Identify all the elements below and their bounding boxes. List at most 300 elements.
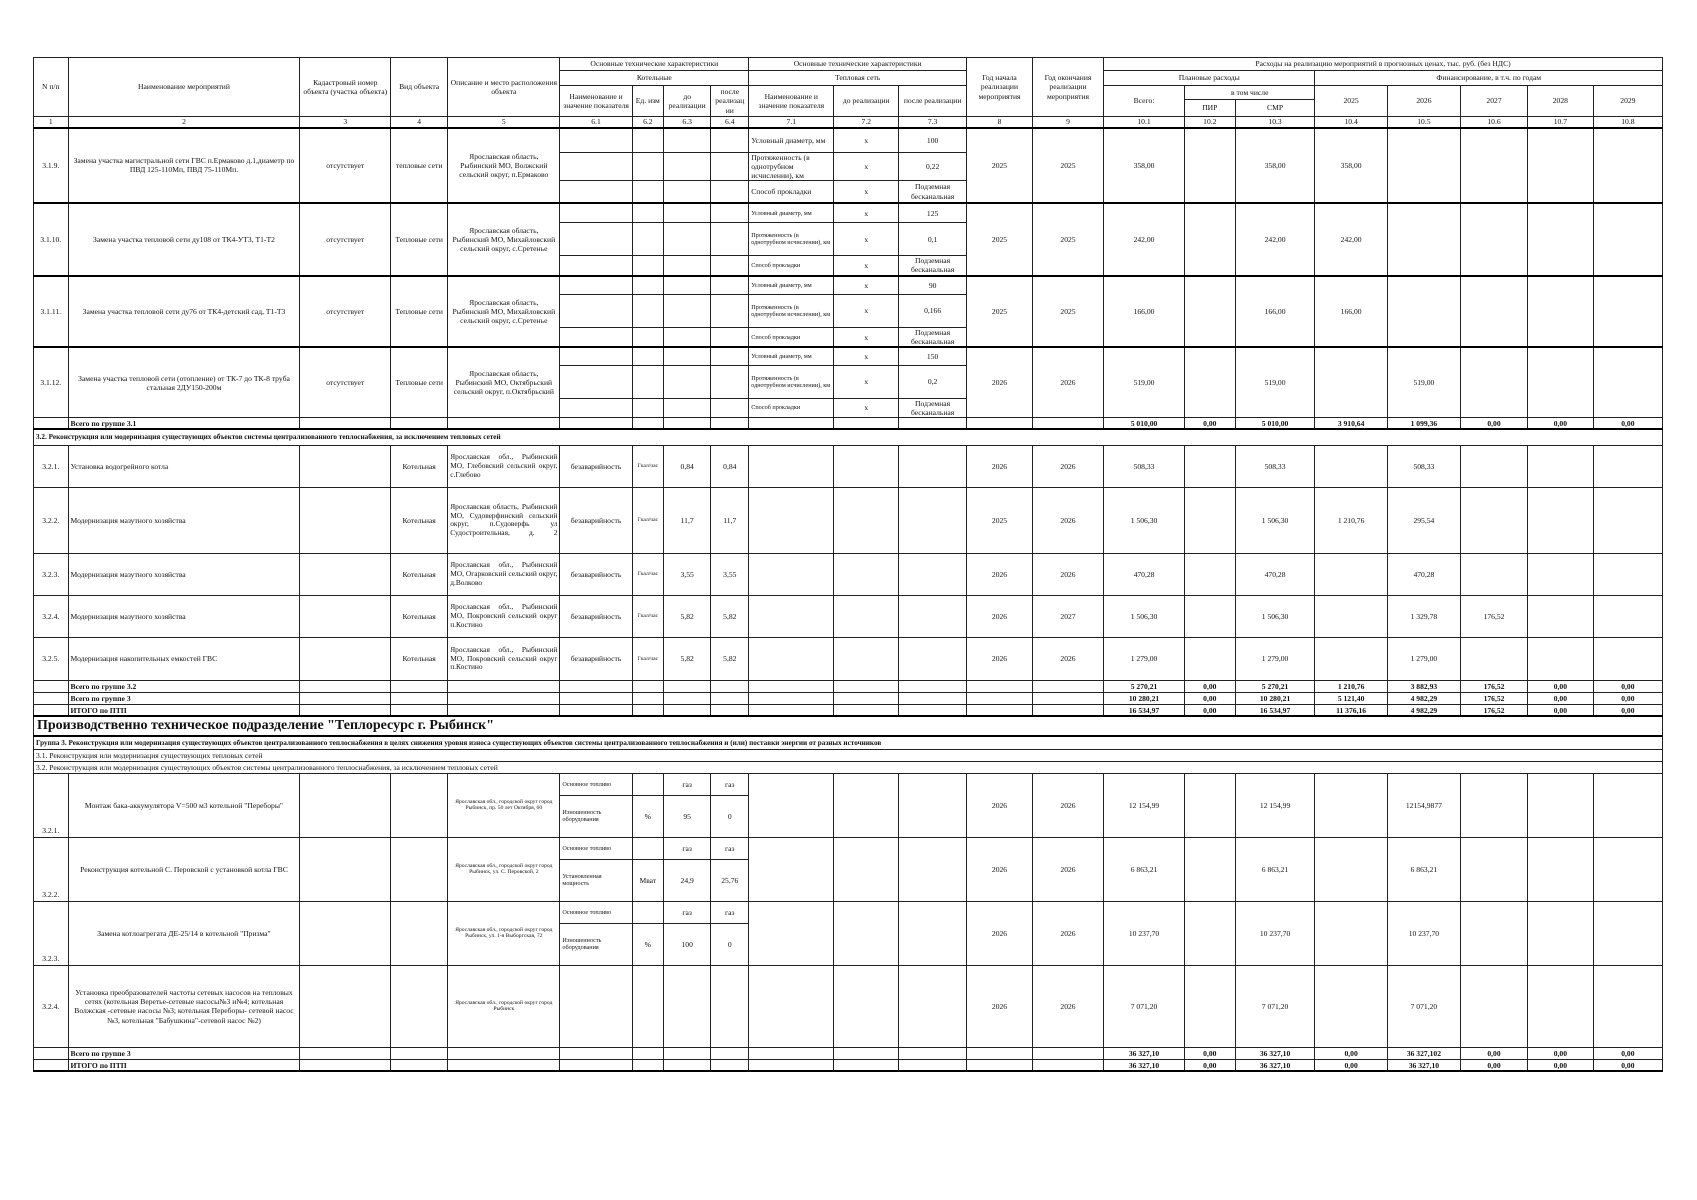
total-cost: 508,33 <box>1104 445 1185 487</box>
empty-cell <box>391 417 448 429</box>
section-title: Производственно техническое подразделение "Теплоресурс г. Рыбинск" <box>34 716 1663 736</box>
heatnet-before: х <box>834 153 899 181</box>
total-value: 0,00 <box>1184 704 1235 716</box>
col-header-year: 2028 <box>1527 86 1593 117</box>
empty-cell <box>711 365 749 398</box>
measure-number: 3.1.12. <box>34 347 69 417</box>
boiler-unit: % <box>632 795 663 837</box>
cost-2029 <box>1593 837 1662 901</box>
total-value: 0,00 <box>1527 680 1593 692</box>
boiler-indicator: безаварийность <box>560 595 632 637</box>
total-cost: 358,00 <box>1104 128 1185 203</box>
empty-cell <box>711 256 749 276</box>
boiler-after: 0 <box>711 795 749 837</box>
start-year: 2026 <box>967 553 1033 595</box>
object-location: Ярославская область, Рыбинский МО, Судоверфинский сельский округ, п.Судоверфь ул Судостроительная, д. 2 <box>448 487 560 553</box>
empty-cell <box>300 692 391 704</box>
empty-cell <box>663 417 710 429</box>
col-header-description: Описание и место расположения объекта <box>448 58 560 117</box>
empty-cell <box>749 965 834 1047</box>
col-header-including: в том числе <box>1184 86 1315 100</box>
empty-cell <box>834 680 899 692</box>
cost-2029 <box>1593 773 1662 837</box>
empty-cell <box>663 704 710 716</box>
cost-2029 <box>1593 637 1662 680</box>
empty-cell <box>34 680 69 692</box>
col-number: 9 <box>1032 117 1103 128</box>
measure-name: Замена котлоагрегата ДЕ-25/14 в котельной "Призма" <box>68 901 300 965</box>
empty-cell <box>663 181 710 203</box>
cost-2028 <box>1527 837 1593 901</box>
measure-row <box>34 965 1663 1047</box>
empty-cell <box>391 680 448 692</box>
object-kind: Котельная <box>391 487 448 553</box>
cost-2029 <box>1593 276 1662 348</box>
heatnet-indicator: Способ прокладки <box>749 181 834 203</box>
pir-cost <box>1184 445 1235 487</box>
col-header-heat-indicator: Наименование и значение показателя <box>749 86 834 117</box>
empty-cell <box>749 595 834 637</box>
cadastral-number: отсутствует <box>300 128 391 203</box>
cost-2028 <box>1527 276 1593 348</box>
boiler-after: 25,76 <box>711 859 749 901</box>
empty-cell <box>834 553 899 595</box>
total-value: 176,52 <box>1461 692 1528 704</box>
empty-cell <box>899 637 967 680</box>
total-cost: 12 154,99 <box>1104 773 1185 837</box>
boiler-after: 11,7 <box>711 487 749 553</box>
boiler-indicator: Основное топливо <box>560 773 632 795</box>
pir-cost <box>1184 276 1235 348</box>
empty-cell <box>663 153 710 181</box>
col-number: 10.7 <box>1527 117 1593 128</box>
empty-cell <box>632 347 663 365</box>
object-location: Ярославская обл., Рыбинский МО, Огарковский сельский округ, д.Волково <box>448 553 560 595</box>
start-year: 2026 <box>967 837 1033 901</box>
empty-cell <box>391 1047 448 1059</box>
smr-cost: 358,00 <box>1235 128 1315 203</box>
col-header-year: 2027 <box>1461 86 1528 117</box>
empty-cell <box>711 1059 749 1071</box>
total-cost: 1 279,00 <box>1104 637 1185 680</box>
empty-cell <box>711 1047 749 1059</box>
total-value: 0,00 <box>1527 704 1593 716</box>
heatnet-before: х <box>834 203 899 223</box>
empty-cell <box>899 704 967 716</box>
total-value: 0,00 <box>1527 417 1593 429</box>
boiler-unit <box>632 773 663 795</box>
empty-cell <box>663 203 710 223</box>
cost-2028 <box>1527 203 1593 276</box>
empty-cell <box>560 398 632 417</box>
boiler-indicator: безаварийность <box>560 487 632 553</box>
cost-2027 <box>1461 347 1528 417</box>
col-header-boilers: Котельные <box>560 71 749 86</box>
cadastral-number: отсутствует <box>300 347 391 417</box>
empty-cell <box>34 692 69 704</box>
boiler-indicator: безаварийность <box>560 553 632 595</box>
total-cost: 10 237,70 <box>1104 901 1185 965</box>
total-row <box>34 1047 1663 1059</box>
measure-number: 3.2.4. <box>34 965 69 1047</box>
empty-cell <box>749 417 834 429</box>
heatnet-before: х <box>834 181 899 203</box>
total-cost: 6 863,21 <box>1104 837 1185 901</box>
total-row <box>34 680 1663 692</box>
empty-cell <box>899 417 967 429</box>
subgroup-heading: 3.1. Реконструкция или модернизация существующих тепловых сетей <box>34 749 1663 761</box>
start-year: 2026 <box>967 965 1033 1047</box>
measure-name: Установка водогрейного котла <box>68 445 300 487</box>
cadastral-number <box>300 553 391 595</box>
col-header-financing: Финансирование, в т.ч. по годам <box>1315 71 1663 86</box>
empty-cell <box>391 692 448 704</box>
heatnet-before: х <box>834 223 899 256</box>
heatnet-before: х <box>834 276 899 295</box>
boiler-before: газ <box>663 837 710 859</box>
cost-2025 <box>1315 637 1387 680</box>
group-row <box>34 429 1663 445</box>
heatnet-indicator: Протяженность (в однотрубном исчислении), км <box>749 295 834 328</box>
object-location: Ярославская обл., Рыбинский МО, Глебовский сельский округ, с.Глебово <box>448 445 560 487</box>
boiler-after: 5,82 <box>711 595 749 637</box>
header-number-row <box>34 117 1663 128</box>
total-value: 176,52 <box>1461 680 1528 692</box>
empty-cell <box>711 328 749 348</box>
measure-row <box>34 276 1663 295</box>
col-header-planned: Плановые расходы <box>1104 71 1315 86</box>
heatnet-indicator: Способ прокладки <box>749 328 834 348</box>
measure-row <box>34 595 1663 637</box>
empty-cell <box>560 153 632 181</box>
measure-name: Модернизация мазутного хозяйства <box>68 487 300 553</box>
cost-2028 <box>1527 901 1593 965</box>
empty-cell <box>834 965 899 1047</box>
col-number: 7.3 <box>899 117 967 128</box>
object-location: Ярославская обл., Рыбинский МО, Покровский сельский округ п.Костино <box>448 637 560 680</box>
empty-cell <box>448 704 560 716</box>
pir-cost <box>1184 203 1235 276</box>
total-value: 0,00 <box>1184 1059 1235 1071</box>
col-header-name: Наименование мероприятий <box>68 58 300 117</box>
total-cost: 242,00 <box>1104 203 1185 276</box>
boiler-unit: Гкал/час <box>632 637 663 680</box>
empty-cell <box>663 347 710 365</box>
empty-cell <box>391 1059 448 1071</box>
end-year: 2026 <box>1032 773 1103 837</box>
empty-cell <box>560 692 632 704</box>
measure-row <box>34 773 1663 795</box>
cost-2029 <box>1593 347 1662 417</box>
section-row <box>34 716 1663 736</box>
end-year: 2026 <box>1032 901 1103 965</box>
total-label: Всего по группе 3.2 <box>68 680 300 692</box>
cost-2027: 176,52 <box>1461 595 1528 637</box>
measure-row <box>34 901 1663 923</box>
empty-cell <box>448 1047 560 1059</box>
total-value: 0,00 <box>1184 680 1235 692</box>
empty-cell <box>899 445 967 487</box>
boiler-indicator: Изношенность оборудования <box>560 923 632 965</box>
empty-cell <box>632 276 663 295</box>
cost-2025 <box>1315 901 1387 965</box>
empty-cell <box>1527 965 1593 1047</box>
measure-row <box>34 128 1663 153</box>
empty-cell <box>834 445 899 487</box>
empty-cell <box>632 365 663 398</box>
total-value: 16 534,97 <box>1235 704 1315 716</box>
empty-cell <box>1032 704 1103 716</box>
empty-cell <box>632 328 663 348</box>
end-year: 2025 <box>1032 276 1103 348</box>
col-number: 10.5 <box>1387 117 1460 128</box>
cost-2028 <box>1527 128 1593 203</box>
boiler-unit <box>632 837 663 859</box>
boiler-after: газ <box>711 901 749 923</box>
col-number: 1 <box>34 117 69 128</box>
empty-cell <box>834 773 899 837</box>
total-value: 36 327,10 <box>1104 1047 1185 1059</box>
cost-2026: 7 071,20 <box>1387 965 1460 1047</box>
cost-2029 <box>1593 487 1662 553</box>
empty-cell <box>711 223 749 256</box>
end-year: 2026 <box>1032 487 1103 553</box>
heatnet-after: 0,2 <box>899 365 967 398</box>
empty-cell <box>391 704 448 716</box>
empty-cell <box>749 692 834 704</box>
empty-cell <box>711 181 749 203</box>
empty-cell <box>560 417 632 429</box>
empty-cell <box>663 365 710 398</box>
heatnet-indicator: Протяженность (в однотрубном исчислении), км <box>749 365 834 398</box>
empty-cell <box>1032 680 1103 692</box>
total-value: 36 327,10 <box>1104 1059 1185 1071</box>
empty-cell <box>448 1059 560 1071</box>
group-row <box>34 761 1663 773</box>
object-kind <box>391 773 448 837</box>
object-location: Ярославская область, Рыбинский МО, Михайловский сельский округ, с.Сретенье <box>448 276 560 348</box>
empty-cell <box>1032 417 1103 429</box>
boiler-after: газ <box>711 837 749 859</box>
total-cost: 166,00 <box>1104 276 1185 348</box>
empty-cell <box>749 637 834 680</box>
empty-cell <box>560 181 632 203</box>
cost-2029 <box>1593 595 1662 637</box>
total-value: 0,00 <box>1184 1047 1235 1059</box>
empty-cell <box>749 837 834 901</box>
measure-row <box>34 445 1663 487</box>
total-value: 0,00 <box>1315 1047 1387 1059</box>
object-kind: Тепловые сети <box>391 203 448 276</box>
cost-2025: 358,00 <box>1315 128 1387 203</box>
cost-2026: 12154,9877 <box>1387 773 1460 837</box>
start-year: 2025 <box>967 203 1033 276</box>
heatnet-before: х <box>834 365 899 398</box>
cost-2026: 1 329,78 <box>1387 595 1460 637</box>
measure-name: Модернизация накопительных емкостей ГВС <box>68 637 300 680</box>
boiler-indicator: безаварийность <box>560 637 632 680</box>
pir-cost <box>1184 347 1235 417</box>
cost-2029 <box>1593 203 1662 276</box>
object-kind: Котельная <box>391 553 448 595</box>
smr-cost: 1 506,30 <box>1235 595 1315 637</box>
empty-cell <box>899 773 967 837</box>
boiler-after: 0,84 <box>711 445 749 487</box>
empty-cell <box>711 295 749 328</box>
start-year: 2026 <box>967 773 1033 837</box>
object-location: Ярославская обл., городской округ город Рыбинск <box>448 965 560 1047</box>
group-heading: Группа 3. Реконструкция или модернизация существующих объектов централизованного теплоснабжения в целях снижения уровня износа существующих объектов системы централизованного теплоснабжения и (или) поставки энергии от разных источников <box>34 736 1663 749</box>
total-label: ИТОГО по ПТП <box>68 1059 300 1071</box>
pir-cost <box>1184 637 1235 680</box>
cost-2029 <box>1593 445 1662 487</box>
cost-2026: 519,00 <box>1387 347 1460 417</box>
empty-cell <box>632 417 663 429</box>
col-header-np: N п/п <box>34 58 69 117</box>
empty-cell <box>632 1047 663 1059</box>
heatnet-after: Подземная бесканальная <box>899 256 967 276</box>
smr-cost: 470,28 <box>1235 553 1315 595</box>
empty-cell <box>632 692 663 704</box>
total-value: 11 376,16 <box>1315 704 1387 716</box>
total-value: 10 280,21 <box>1104 692 1185 704</box>
total-value: 16 534,97 <box>1104 704 1185 716</box>
empty-cell <box>632 256 663 276</box>
heatnet-indicator: Протяженность (в однотрубном исчислении), км <box>749 223 834 256</box>
cost-2028 <box>1527 487 1593 553</box>
cost-2027 <box>1461 773 1528 837</box>
cadastral-number <box>300 773 391 837</box>
cost-2026: 1 279,00 <box>1387 637 1460 680</box>
end-year: 2026 <box>1032 445 1103 487</box>
empty-cell <box>899 1059 967 1071</box>
start-year: 2026 <box>967 445 1033 487</box>
pir-cost <box>1184 487 1235 553</box>
empty-cell <box>1032 1059 1103 1071</box>
boiler-after: 5,82 <box>711 637 749 680</box>
cost-2027 <box>1461 901 1528 965</box>
col-number: 10.3 <box>1235 117 1315 128</box>
measure-number: 3.2.2. <box>34 487 69 553</box>
empty-cell <box>899 1047 967 1059</box>
empty-cell <box>711 128 749 153</box>
empty-cell <box>560 347 632 365</box>
total-value: 0,00 <box>1527 1059 1593 1071</box>
col-header-pir: ПИР <box>1184 100 1235 117</box>
heatnet-after: Подземная бесканальная <box>899 181 967 203</box>
boiler-unit: Гкал/час <box>632 445 663 487</box>
smr-cost: 519,00 <box>1235 347 1315 417</box>
col-number: 7.1 <box>749 117 834 128</box>
total-value: 0,00 <box>1593 704 1662 716</box>
empty-cell <box>663 1059 710 1071</box>
total-value: 0,00 <box>1593 692 1662 704</box>
cost-2026: 508,33 <box>1387 445 1460 487</box>
col-header-heatnet: Тепловая сеть <box>749 71 967 86</box>
total-value: 10 280,21 <box>1235 692 1315 704</box>
empty-cell <box>834 595 899 637</box>
cost-2028 <box>1527 595 1593 637</box>
start-year: 2025 <box>967 128 1033 203</box>
measure-name: Замена участка магистральной сети ГВС п.Ермаково д.1,диаметр по ПВД 125-110Мп, ПВД 75-110Мп. <box>68 128 300 203</box>
col-number: 6.1 <box>560 117 632 128</box>
empty-cell <box>967 680 1033 692</box>
col-number: 10.8 <box>1593 117 1662 128</box>
total-row <box>34 417 1663 429</box>
investment-program-sheet <box>33 57 1663 1072</box>
total-cost: 1 506,30 <box>1104 487 1185 553</box>
boiler-before: 5,82 <box>663 595 710 637</box>
boiler-unit: Гкал/час <box>632 553 663 595</box>
smr-cost: 242,00 <box>1235 203 1315 276</box>
empty-cell <box>560 295 632 328</box>
cost-2027 <box>1461 837 1528 901</box>
empty-cell <box>34 1047 69 1059</box>
total-cost: 519,00 <box>1104 347 1185 417</box>
boiler-before: 11,7 <box>663 487 710 553</box>
heatnet-after: Подземная бесканальная <box>899 328 967 348</box>
group-heading: 3.2. Реконструкция или модернизация существующих объектов системы централизованного теплоснабжения, за исключением тепловых сетей <box>34 429 1663 445</box>
total-cost: 470,28 <box>1104 553 1185 595</box>
total-row <box>34 1059 1663 1071</box>
empty-cell <box>632 965 663 1047</box>
start-year: 2026 <box>967 595 1033 637</box>
object-kind <box>391 901 448 965</box>
empty-cell <box>663 256 710 276</box>
col-number: 10.1 <box>1104 117 1185 128</box>
empty-cell <box>560 328 632 348</box>
start-year: 2026 <box>967 901 1033 965</box>
cadastral-number: отсутствует <box>300 276 391 348</box>
empty-cell <box>967 692 1033 704</box>
pir-cost <box>1184 553 1235 595</box>
boiler-indicator: Основное топливо <box>560 837 632 859</box>
col-number: 5 <box>448 117 560 128</box>
smr-cost: 12 154,99 <box>1235 773 1315 837</box>
cadastral-number <box>300 487 391 553</box>
object-kind: Котельная <box>391 637 448 680</box>
empty-cell <box>560 1047 632 1059</box>
empty-cell <box>663 692 710 704</box>
col-number: 3 <box>300 117 391 128</box>
cost-2028 <box>1527 445 1593 487</box>
empty-cell <box>663 680 710 692</box>
col-header-tech-heatnet: Основные технические характеристики <box>749 58 967 71</box>
heatnet-after: 125 <box>899 203 967 223</box>
empty-cell <box>899 965 967 1047</box>
heatnet-after: Подземная бесканальная <box>899 398 967 417</box>
cost-2029 <box>1593 553 1662 595</box>
col-header-kind: Вид объекта <box>391 58 448 117</box>
object-location: Ярославская область, Рыбинский МО, Михайловский сельский округ, с.Сретенье <box>448 203 560 276</box>
empty-cell <box>632 704 663 716</box>
empty-cell <box>834 1047 899 1059</box>
total-value: 1 099,36 <box>1387 417 1460 429</box>
cadastral-number <box>300 901 391 965</box>
empty-cell <box>560 365 632 398</box>
smr-cost: 10 237,70 <box>1235 901 1315 965</box>
cost-2025 <box>1315 595 1387 637</box>
measure-name: Замена участка тепловой сети ду76 от ТК4-детский сад, Т1-Т3 <box>68 276 300 348</box>
total-label: Всего по группе 3 <box>68 1047 300 1059</box>
empty-cell <box>711 692 749 704</box>
empty-cell <box>967 704 1033 716</box>
empty-cell <box>967 417 1033 429</box>
col-header-smr: СМР <box>1235 100 1315 117</box>
empty-cell <box>34 704 69 716</box>
empty-cell <box>749 1059 834 1071</box>
cost-2026 <box>1387 128 1460 203</box>
